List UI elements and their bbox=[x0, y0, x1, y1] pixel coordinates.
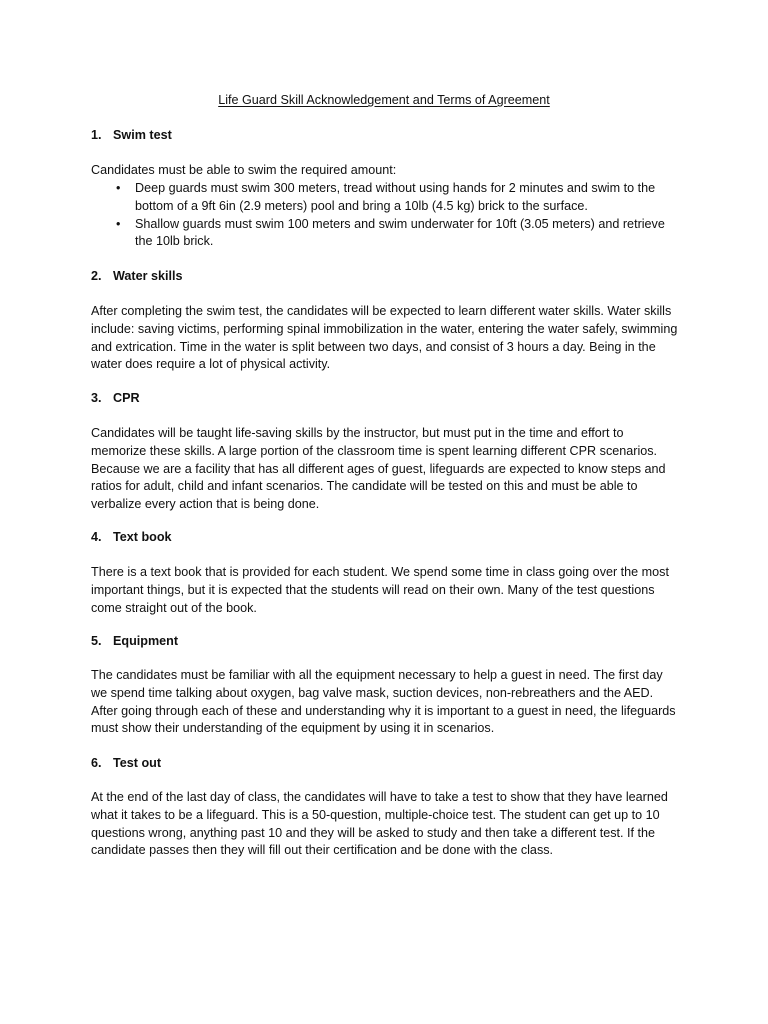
section-heading-cpr bbox=[91, 390, 140, 408]
list-item-text: Shallow guards must swim 100 meters and swim underwater for 10ft (3.05 meters) and retrieve the 10lb brick. bbox=[135, 216, 665, 249]
section-number: 1. bbox=[91, 128, 102, 142]
section-number: 3. bbox=[91, 391, 102, 405]
section-body-equipment: The candidates must be familiar with all the equipment necessary to help a guest in need. The first day we spend time talking about oxygen, bag valve mask, suction devices, non-rebreathers and the AED. After going through each of these and understanding why it is important to a guest in need, the lifeguards must show their understanding of the equipment by using it in scenarios. bbox=[91, 668, 676, 736]
section-body-water-skills: After completing the swim test, the candidates will be expected to learn different water skills. Water skills include: saving victims, performing spinal immobilization in the water, entering the water safely, swimming and extrication. Time in the water is split between two days, and consist of 3 hours a day. Being in the water does require a lot of physical activity. bbox=[91, 304, 678, 372]
section-body-text-book: There is a text book that is provided for each student. We spend some time in class going over the most important things, but it is expected that the students will read on their own. Many of the test questions come straight out of the book. bbox=[91, 565, 669, 615]
section-number: 2. bbox=[91, 269, 102, 283]
section-heading-water-skills bbox=[91, 268, 183, 286]
section-title: Water skills bbox=[113, 269, 183, 283]
bullet-icon: • bbox=[116, 216, 121, 231]
section-heading-swim-test bbox=[91, 127, 172, 145]
section-number: 5. bbox=[91, 634, 102, 648]
section-body-cpr: Candidates will be taught life-saving skills by the instructor, but must put in the time and effort to memorize these skills. A large portion of the classroom time is spent learning different CPR scenarios. Because we are a facility that has all different ages of guest, lifeguards are expected to know steps and ratios for adult, child and infant scenarios. The candidate will be tested on this and must be able to verbalize every action that is being done. bbox=[91, 426, 666, 512]
section-title: Test out bbox=[113, 756, 162, 770]
section-title: Swim test bbox=[113, 128, 172, 142]
list-item-text: Deep guards must swim 300 meters, tread without using hands for 2 minutes and swim to the bottom of a 9ft 6in (2.9 meters) pool and bring a 10lb (4.5 kg) brick to the surface. bbox=[135, 181, 656, 213]
document-title: Life Guard Skill Acknowledgement and Terms of Agreement bbox=[218, 93, 550, 107]
section-heading-equipment bbox=[91, 633, 178, 651]
section-number: 4. bbox=[91, 530, 102, 544]
list-item bbox=[91, 216, 685, 252]
bullet-icon: • bbox=[116, 181, 121, 195]
section-title: Equipment bbox=[113, 634, 179, 648]
section-intro-swim-test: Candidates must be able to swim the required amount: bbox=[91, 163, 397, 177]
section-title: CPR bbox=[113, 391, 140, 405]
section-heading-test-out bbox=[91, 755, 161, 773]
list-item bbox=[91, 180, 685, 216]
section-number: 6. bbox=[91, 756, 102, 770]
section-title: Text book bbox=[113, 530, 172, 544]
swim-test-bullet-list bbox=[91, 180, 685, 251]
section-body-test-out: At the end of the last day of class, the candidates will have to take a test to show that they have learned what it takes to be a lifeguard. This is a 50-question, multiple-choice test. The student can get up to 10 questions wrong, anything past 10 and they will be asked to study and then take a different test. If the candidate passes then they will fill out their certification and be done with the class. bbox=[91, 790, 668, 858]
section-heading-text-book bbox=[91, 529, 172, 547]
